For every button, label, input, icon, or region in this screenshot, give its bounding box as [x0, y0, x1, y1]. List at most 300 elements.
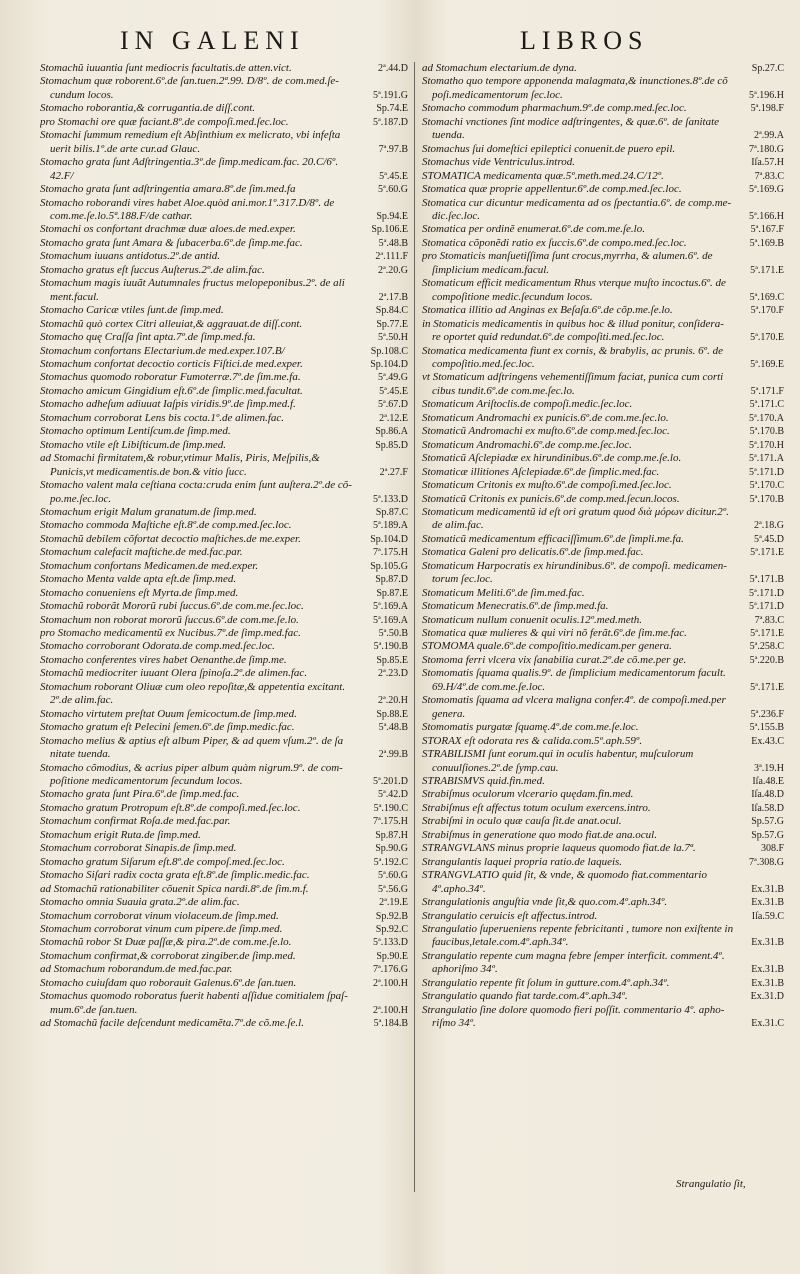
entry-text: Stomatica illitio ad Anginas ex Beſaſa.6º.de cõp.me.ſe.lo.	[422, 304, 673, 317]
entry-text: Stomachi ſummum remedium eſt Abſinthium ex melicrato, vbi infeſta	[40, 129, 341, 142]
entry-text: Punicis,vt medicamentis.de bon.& vitio ſucc.	[50, 465, 247, 478]
entry-text: Stomatica cur dicuntur medicamenta ad os ſpectantia.6º. de comp.me-	[422, 196, 732, 209]
index-entry	[40, 963, 408, 976]
entry-text: ad Stomachũ rationabiliter cõuenit Spica nardi.8º.de ſim.m.f.	[40, 882, 309, 895]
index-entry	[40, 546, 408, 559]
entry-reference: 7ª.308.G	[749, 856, 784, 868]
index-entry	[40, 291, 408, 304]
entry-reference: 5ª.171.B	[749, 574, 784, 586]
index-entry	[40, 775, 408, 788]
entry-text: Stomaticum Critonis ex muſto.6º.de compoſi.med.ſec.loc.	[422, 479, 672, 492]
entry-reference: Ex.43.C	[751, 735, 784, 747]
entry-reference: Sp.57.G	[751, 816, 784, 828]
entry-reference: Sp.85.E	[376, 654, 408, 666]
entry-reference: 5ª.50.B	[378, 628, 408, 640]
index-entry	[40, 331, 408, 344]
entry-text: Stomacho grata ſunt adſtringentia amara.8º.de ſim.med.fa	[40, 183, 296, 196]
entry-reference: 2ª.44.D	[378, 63, 408, 74]
index-entry	[422, 331, 784, 344]
entry-reference: 5ª.45.E	[379, 170, 408, 182]
entry-text: Stomachum iuuans antidotus.2º.de antid.	[40, 250, 221, 263]
entry-text: Stomacho roborantia,& corrugantia.de diſſ.cont.	[40, 102, 255, 115]
entry-reference: 5ª.133.D	[373, 937, 408, 949]
entry-text: compoſitione medic.ſecundum locos.	[432, 290, 593, 303]
entry-text: STORAX eſt odorata res & calida.com.5º.aph.59º.	[422, 734, 643, 747]
entry-reference: 5ª.171.A	[749, 453, 784, 465]
entry-text: Strabiſmus oculorum vlcerario quędam.fin.med.	[422, 788, 634, 801]
entry-reference: Iſa.48.D	[751, 789, 784, 801]
entry-text: Stomacho gratum eſt Pelecini ſemen.6º.de ſimp.medic.fac.	[40, 721, 295, 734]
entry-text: Stomatho quo tempore apponenda malagmata,& inunctiones.8º.de cõ	[422, 75, 728, 88]
entry-text: Stomaticũ Aſclepiadæ ex hirundinibus.6º.de comp.me.ſe.lo.	[422, 452, 682, 465]
entry-text: Stomacho conueniens eſt Myrta.de ſimp.med.	[40, 586, 239, 599]
entry-reference: Sp.77.E	[376, 318, 408, 330]
entry-reference: 7ª.176.G	[373, 964, 408, 976]
index-entry	[40, 614, 408, 627]
entry-reference: 5ª.171.F	[750, 385, 784, 397]
entry-text: Stomaticũ Critonis ex punicis.6º.de comp.med.ſecun.locos.	[422, 492, 680, 505]
entry-text: Stomachum corroborat Lens bis cocta.1º.de alimen.fac.	[40, 411, 285, 424]
entry-reference: Sp.90.G	[375, 843, 408, 855]
entry-text: STRANGVLANS minus proprie laqueus quomodo fiat.de la.7ª.	[422, 842, 696, 855]
index-entry	[422, 439, 784, 452]
index-entry	[40, 237, 408, 250]
entry-text: Stomacho Siſari radix cocta grata eſt.8º.de ſimplic.medic.fac.	[40, 869, 310, 882]
index-entry	[422, 143, 784, 156]
entry-text: Stomachus vide Ventriculus.introd.	[422, 156, 575, 169]
entry-text: pro Stomachi ore quæ faciant.8º.de compoſi.med.ſec.loc.	[40, 115, 289, 128]
entry-reference: 5ª.169.B	[749, 237, 784, 249]
index-entry	[40, 519, 408, 532]
entry-text: Stomaticũ Andromachi ex muſto.6º.de comp.med.ſec.loc.	[422, 425, 670, 438]
entry-reference: Ex.31.D	[750, 991, 784, 1003]
entry-reference: Iſa.59.C	[751, 910, 784, 922]
entry-text: riſmo 34º.	[432, 1017, 476, 1030]
entry-reference: Sp.57.G	[751, 829, 784, 841]
entry-reference: 5ª.56.G	[378, 883, 408, 895]
entry-text: genera.	[432, 707, 466, 720]
entry-text: Stomacho conferentes vires habet Oenanthe.de ſimp.me.	[40, 653, 287, 666]
index-entry	[40, 89, 408, 102]
entry-text: Stomacho vtile eſt Libiſticum.de ſimp.med.	[40, 438, 227, 451]
index-entry	[40, 936, 408, 949]
entry-text: Stomaticum efficit medicamentum Rhus vterque muſto incoctus.6º. de	[422, 277, 726, 290]
index-entry	[422, 627, 784, 640]
entry-text: Strabiſmus in generatione quo modo fiat.de ana.ocul.	[422, 828, 657, 841]
entry-text: Strangulatio repente fit ſolum in gutture.com.4º.aph.34º.	[422, 976, 670, 989]
entry-reference: Sp.87.H	[375, 829, 408, 841]
entry-reference: 5ª.50.H	[378, 332, 408, 344]
entry-text: Stomachum confortat decoctio corticis Fiſtici.de med.exper.	[40, 357, 303, 370]
index-entry	[40, 883, 408, 896]
index-entry	[40, 143, 408, 156]
entry-reference: 7ª.83.C	[754, 614, 784, 626]
index-entry	[422, 815, 784, 828]
entry-reference: 5ª.170.C	[749, 480, 784, 492]
index-entry	[422, 667, 784, 680]
entry-text: Stomacho cõmodius, & acrius piper album quàm nigrum.9º. de com-	[40, 761, 343, 774]
index-entry	[40, 829, 408, 842]
entry-text: STOMATICA medicamenta quæ.5º.meth.med.24.C/12º.	[422, 169, 664, 182]
entry-reference: 2ª.100.H	[373, 1004, 408, 1016]
index-entry	[40, 640, 408, 653]
index-entry	[422, 223, 784, 236]
entry-reference: 5ª.60.G	[378, 184, 408, 196]
entry-text: vt Stomaticum adſtringens vehementiſſimum faciat, punica cum corti	[422, 371, 724, 384]
entry-reference: Iſa.57.H	[751, 157, 784, 169]
index-entry	[422, 788, 784, 801]
entry-reference: Sp.90.E	[376, 950, 408, 962]
index-entry	[422, 277, 784, 290]
index-entry	[422, 129, 784, 142]
entry-reference: 7ª.180.G	[749, 143, 784, 155]
index-entry	[422, 533, 784, 546]
entry-reference: 5ª.170.H	[749, 439, 784, 451]
entry-reference: 2ª.12.E	[379, 412, 408, 424]
entry-reference: 5ª.45.D	[754, 533, 784, 545]
index-entry	[422, 923, 784, 936]
entry-text: Strabiſmi in oculo quæ cauſa ſit.de anat.ocul.	[422, 815, 622, 828]
entry-text: STRABISMVS quid.fin.med.	[422, 775, 545, 788]
entry-reference: Sp.74.E	[376, 103, 408, 115]
entry-text: Stomacho grata ſunt Amara & ſubacerba.6º.de ſimp.me.fac.	[40, 236, 303, 249]
index-entry	[40, 116, 408, 129]
entry-reference: 5ª.167.F	[750, 224, 784, 236]
column-divider	[414, 62, 415, 1192]
entry-text: Stomacho amicum Gingidium eſt.6º.de ſimplic.med.facultat.	[40, 384, 303, 397]
entry-reference: 2ª.20.G	[378, 264, 408, 276]
index-entry	[422, 869, 784, 882]
entry-text: Stomachũ robor St Duæ paſſæ,& pira.2º.de com.me.ſe.lo.	[40, 936, 292, 949]
entry-text: Stomachus quomodo roboratus fuerit habenti aſſidue comitialem ſpaſ-	[40, 990, 348, 1003]
entry-reference: Sp.86.A	[375, 426, 408, 438]
index-entry	[422, 371, 784, 384]
entry-reference: 5ª.192.C	[373, 856, 408, 868]
entry-reference: 5ª.170.B	[749, 493, 784, 505]
entry-reference: 5ª.171.E	[750, 264, 784, 276]
entry-text: Stomachũ iuuantia ſunt mediocris facultatis.de atten.vict.	[40, 62, 292, 74]
index-entry	[40, 62, 408, 75]
entry-text: Stomachũ debilem cõfortat decoctio maſtiches.de me.exper.	[40, 532, 301, 545]
entry-text: Stomaticum Menecratis.6º.de ſimp.med.fa.	[422, 600, 609, 613]
entry-text: Stomachum erigit Malum granatum.de ſimp.med.	[40, 505, 257, 518]
index-entry	[422, 291, 784, 304]
entry-text: Stomacho optimum Lentiſcum.de ſimp.med.	[40, 425, 231, 438]
entry-reference: Sp.92.C	[375, 924, 408, 935]
index-entry	[40, 183, 408, 196]
entry-reference: 5ª.220.B	[749, 654, 784, 666]
entry-reference: Sp.84.C	[375, 305, 408, 317]
index-entry	[422, 842, 784, 855]
entry-text: 69.H/4º.de com.me.ſe.loc.	[432, 680, 546, 693]
entry-text: Stomachus ſui domeſtici epileptici conuenit.de puero epil.	[422, 142, 676, 155]
index-entry	[40, 75, 408, 88]
index-entry	[422, 802, 784, 815]
entry-text: Stomaticum nullum conuenit oculis.12º.med.meth.	[422, 613, 643, 626]
index-entry	[422, 264, 784, 277]
index-entry	[422, 506, 784, 519]
entry-reference: 2ª.27.F	[379, 466, 408, 478]
entry-reference: 5ª.155.B	[749, 722, 784, 734]
entry-text: Stomachũ roborãt Mororũ rubi ſuccus.6º.de com.me.ſec.loc.	[40, 600, 304, 613]
index-entry	[40, 170, 408, 183]
index-entry	[422, 412, 784, 425]
index-entry	[422, 950, 784, 963]
entry-reference: Sp.104.D	[370, 533, 408, 545]
entry-text: Stomachũ quò cortex Citri alleuiat,& aggrauat.de diſſ.cont.	[40, 317, 303, 330]
entry-reference: Sp.108.C	[370, 345, 408, 357]
index-entry	[40, 735, 408, 748]
entry-text: Strabiſmus eſt affectus totum oculum exercens.intro.	[422, 801, 651, 814]
index-entry	[40, 102, 408, 115]
entry-reference: Sp.87.D	[375, 574, 408, 586]
index-entry	[422, 304, 784, 317]
entry-text: aphoriſmo 34º.	[432, 963, 498, 976]
entry-reference: 5ª.170.E	[750, 332, 784, 344]
entry-reference: 5ª.171.D	[749, 587, 784, 599]
entry-text: dic.ſec.loc.	[432, 209, 480, 222]
index-entry	[40, 923, 408, 936]
entry-reference: Sp.27.C	[751, 63, 784, 74]
entry-reference: Ex.31.B	[751, 964, 784, 976]
index-entry	[40, 264, 408, 277]
left-index-column	[40, 62, 408, 1031]
index-entry	[422, 452, 784, 465]
entry-reference: 5ª.42.D	[378, 789, 408, 801]
entry-reference: 2ª.111.F	[375, 251, 408, 263]
index-entry	[40, 762, 408, 775]
index-entry	[422, 910, 784, 923]
index-entry	[40, 1017, 408, 1030]
index-entry	[422, 560, 784, 573]
index-entry	[40, 694, 408, 707]
entry-text: tuenda.	[432, 129, 465, 142]
entry-reference: 5ª.184.B	[373, 1018, 408, 1030]
entry-reference: 5ª.170.F	[750, 305, 784, 317]
index-entry	[40, 560, 408, 573]
index-entry	[422, 694, 784, 707]
entry-text: Stomatica cõponẽdi ratio ex ſuccis.6º.de compo.med.ſec.loc.	[422, 236, 687, 249]
entry-reference: Sp.92.B	[375, 910, 408, 922]
entry-text: Strangulatio quando fiat tarde.com.4º.aph.34º.	[422, 990, 628, 1003]
index-entry	[422, 479, 784, 492]
entry-text: STRANGVLATIO quid ſit, & vnde, & quomodo fiat.commentario	[422, 869, 707, 882]
index-entry	[422, 197, 784, 210]
index-entry	[40, 506, 408, 519]
entry-text: Stomacho adheſum adiuuat Iaſpis viridis.9º.de ſimp.med.f.	[40, 398, 296, 411]
index-entry	[422, 883, 784, 896]
index-entry	[422, 654, 784, 667]
entry-reference: 5ª.171.E	[750, 547, 784, 559]
entry-text: com.me.ſe.lo.5ª.188.F/de cathar.	[50, 209, 193, 222]
index-entry	[40, 896, 408, 909]
entry-text: Stomacho corroborant Odorata.de comp.med.ſec.loc.	[40, 640, 275, 653]
entry-reference: 7ª.83.C	[754, 170, 784, 182]
index-entry	[422, 977, 784, 990]
index-entry	[422, 250, 784, 263]
entry-reference: 2ª.23.D	[378, 668, 408, 680]
entry-text: ad Stomachum electarium.de dyna.	[422, 62, 577, 74]
entry-text: compoſitio.med.ſec.loc.	[432, 357, 535, 370]
index-entry	[40, 412, 408, 425]
entry-text: Stomacho commoda Maſtiche eſt.8º.de comp.med.ſec.loc.	[40, 519, 292, 532]
entry-reference: 5ª.236.F	[750, 708, 784, 720]
entry-text: Stomachũ mediocriter iuuant Olera ſpinoſa.2º.de alimen.fac.	[40, 667, 308, 680]
index-entry	[422, 640, 784, 653]
index-entry	[422, 89, 784, 102]
index-entry	[40, 358, 408, 371]
index-entry	[422, 963, 784, 976]
entry-reference: 7ª.97.B	[378, 143, 408, 155]
entry-text: conuulſiones.2º.de ſymp.cau.	[432, 761, 559, 774]
index-entry	[40, 398, 408, 411]
entry-text: STOMOMA quale.6º.de compoſitio.medicam.per genera.	[422, 640, 672, 653]
index-entry	[422, 493, 784, 506]
index-entry	[422, 1004, 784, 1017]
index-entry	[40, 587, 408, 600]
index-entry	[422, 600, 784, 613]
index-entry	[40, 250, 408, 263]
index-entry	[40, 439, 408, 452]
entry-text: Stomacho roborandi vires habet Aloe.quòd ani.mor.1º.317.D/8º. de	[40, 196, 335, 209]
entry-reference: Ex.31.C	[751, 1018, 784, 1030]
entry-text: ad Stomachũ facile deſcendunt medicamẽta.7º.de cõ.me.ſe.l.	[40, 1017, 304, 1030]
entry-text: ad Stomachum roborandum.de med.fac.par.	[40, 963, 233, 976]
index-entry	[422, 587, 784, 600]
entry-text: Stomachum non roborat mororũ ſuccus.6º.de com.me.ſe.lo.	[40, 613, 299, 626]
entry-reference: 5ª.190.C	[373, 802, 408, 814]
entry-reference: 5ª.171.E	[750, 681, 784, 693]
entry-reference: 5ª.169.G	[749, 184, 784, 196]
entry-reference: Sp.88.E	[376, 708, 408, 720]
entry-reference: 5ª.60.G	[378, 870, 408, 882]
entry-reference: Iſa.48.E	[752, 776, 784, 788]
index-entry	[422, 183, 784, 196]
entry-reference: 5ª.198.F	[750, 103, 784, 115]
entry-reference: 5ª.49.G	[378, 372, 408, 384]
index-entry	[422, 466, 784, 479]
entry-reference: 2ª.99.A	[754, 130, 784, 142]
index-entry	[422, 546, 784, 559]
index-entry	[422, 748, 784, 761]
entry-text: STRABILISMI ſunt eorum.qui in oculis habentur, muſculorum	[422, 748, 694, 761]
index-entry	[40, 990, 408, 1003]
entry-text: po.me.ſec.loc.	[50, 492, 112, 505]
index-entry	[40, 815, 408, 828]
index-entry	[422, 856, 784, 869]
entry-reference: Sp.106.E	[371, 224, 408, 236]
entry-text: Stomaticum Harpocratis ex hirundinibus.6º. de compoſi. medicamen-	[422, 559, 727, 572]
entry-text: Stomacho cuiuſdam quo roborauit Galenus.6º.de ſan.tuen.	[40, 976, 297, 989]
index-entry	[40, 156, 408, 169]
entry-text: cundum locos.	[50, 88, 114, 101]
index-entry	[40, 910, 408, 923]
index-entry	[40, 466, 408, 479]
right-index-column	[422, 62, 784, 1031]
index-entry	[422, 519, 784, 532]
entry-reference: 5ª.166.H	[749, 210, 784, 222]
entry-text: Strangulatio ſuperueniens repente febricitanti , tumore non exiſtente in	[422, 923, 734, 935]
entry-text: Stomacho virtutem preſtat Ouum ſemicoctum.de ſimp.med.	[40, 707, 297, 720]
entry-text: Stomachi os confortant drachmæ duæ aloes.de med.exper.	[40, 223, 296, 236]
entry-text: Stomaticũ medicamentum efficaciſſimum.6º.de ſimpli.me.fa.	[422, 532, 684, 545]
entry-text: Stomachum quæ roborent.6º.de ſan.tuen.2ª.99. D/8º. de com.med.ſe-	[40, 75, 339, 88]
index-entry	[422, 62, 784, 75]
entry-reference: 5ª.196.H	[749, 89, 784, 101]
entry-text: in Stomaticis medicamentis in quibus hoc & illud ponitur, conſidera-	[422, 317, 724, 330]
index-entry	[40, 802, 408, 815]
entry-reference: 5ª.48.B	[378, 722, 408, 734]
entry-reference: Sp.104.D	[370, 358, 408, 370]
index-entry	[40, 345, 408, 358]
index-entry	[40, 788, 408, 801]
entry-reference: 5ª.171.D	[749, 601, 784, 613]
entry-text: ad Stomachi firmitatem,& robur,vtimur Malis, Piris, Meſpilis,&	[40, 452, 320, 465]
entry-text: Stomachum confirmat,& corroborat zingiber.de ſimp.med.	[40, 949, 296, 962]
header-left-title: IN GALENI	[120, 26, 305, 55]
index-entry	[422, 102, 784, 115]
entry-reference: Iſa.58.D	[751, 802, 784, 814]
entry-reference: Ex.31.B	[751, 937, 784, 949]
entry-text: Strangulatio ceruicis eſt affectus.introd.	[422, 909, 598, 922]
index-entry	[422, 721, 784, 734]
index-entry	[40, 950, 408, 963]
entry-text: torum ſec.loc.	[432, 573, 493, 586]
index-entry	[40, 856, 408, 869]
entry-text: Stomaticum medicamentũ id eſt ori gratum quod διὰ μόρων dicitur.2º.	[422, 505, 729, 518]
entry-text: Stomachum calefacit maſtiche.de med.fac.par.	[40, 546, 243, 559]
entry-text: Stomaticæ illitiones Aſclepiadæ.6º.de ſimplic.med.fac.	[422, 465, 660, 478]
index-entry	[40, 129, 408, 142]
entry-reference: 7ª.175.H	[373, 547, 408, 559]
entry-reference: 2ª.99.B	[378, 749, 408, 761]
index-entry	[40, 493, 408, 506]
entry-text: mum.6º.de ſan.tuen.	[50, 1003, 138, 1016]
entry-text: Stomoma ferri vlcera vix ſanabilia curat.2º.de cõ.me.per ge.	[422, 653, 687, 666]
entry-reference: 2ª.18.G	[754, 520, 784, 532]
entry-text: Stomacho omnia Suauia grata.2º.de alim.fac.	[40, 896, 240, 909]
index-entry	[40, 977, 408, 990]
index-entry	[422, 116, 784, 129]
entry-text: pro Stomaticis manſuetiſſima ſunt crocus,myrrha, & alumen.6º. de	[422, 250, 713, 263]
index-entry	[422, 425, 784, 438]
entry-reference: 5ª.45.E	[379, 385, 408, 397]
entry-reference: 7ª.175.H	[373, 816, 408, 828]
index-entry	[422, 156, 784, 169]
index-entry	[40, 197, 408, 210]
index-entry	[40, 385, 408, 398]
index-entry	[40, 452, 408, 465]
entry-text: Stomacho melius & aptius eſt album Piper, & ad quem vſum.2º. de ſa	[40, 734, 344, 747]
entry-text: Stomachi vnctiones ſint modice adſtringentes, & quæ.6º. de ſanitate	[422, 115, 720, 128]
index-entry	[40, 721, 408, 734]
entry-text: Stomacho commodum pharmachum.9º.de comp.med.ſec.loc.	[422, 102, 687, 115]
entry-text: Stomacho gratus eſt ſuccus Auſterus.2º.de alim.fac.	[40, 263, 265, 276]
entry-reference: 5ª.169.A	[373, 614, 408, 626]
entry-reference: 5ª.169.E	[750, 358, 784, 370]
entry-reference: Sp.105.G	[370, 560, 408, 572]
entry-reference: 5ª.170.B	[749, 426, 784, 438]
index-entry	[422, 681, 784, 694]
index-entry	[422, 237, 784, 250]
entry-reference: 2ª.100.H	[373, 977, 408, 989]
index-entry	[422, 385, 784, 398]
entry-text: Stomaticum Ariſtoclis.de compoſi.medic.ſec.loc.	[422, 398, 633, 411]
index-entry	[40, 371, 408, 384]
entry-text: faucibus,letale.com.4º.aph.34º.	[432, 936, 569, 949]
entry-text: Stomachum erigit Ruta.de ſimp.med.	[40, 828, 201, 841]
entry-text: Stomatica quæ proprie appellentur.6º.de comp.med.ſec.loc.	[422, 183, 682, 196]
